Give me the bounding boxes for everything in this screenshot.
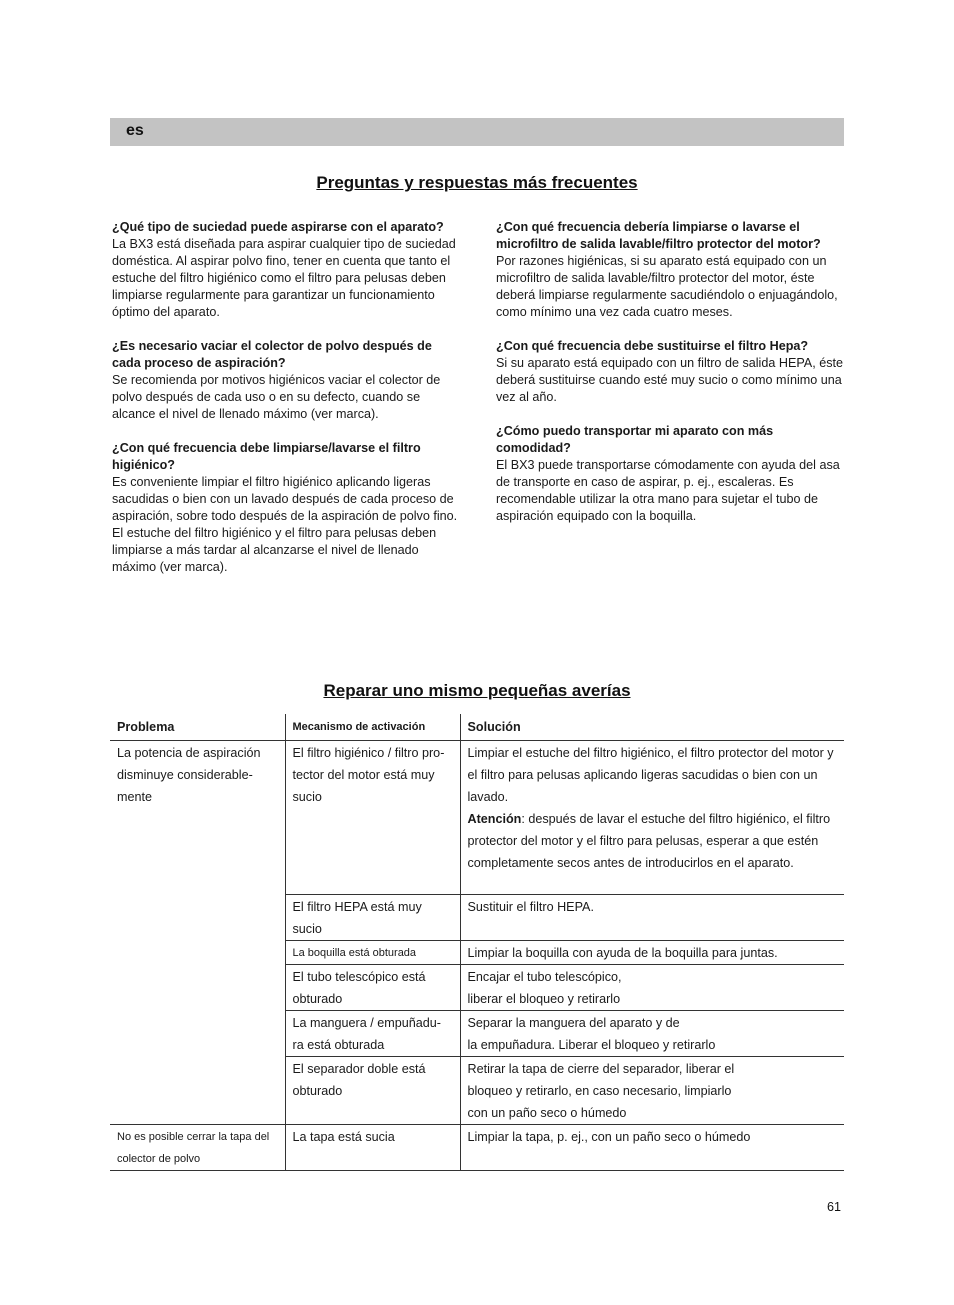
solution-cell: Sustituir el filtro HEPA. (460, 895, 844, 941)
attention-text: : después de lavar el estuche del filtro higiénico, el filtro protector del motor y el filtro para pelusas, esperar a que estén completamente secos antes de introducirlos en el aparato. (467, 812, 831, 870)
table-row (110, 741, 844, 895)
faq-question: ¿Con qué frecuencia debe sustituirse el filtro Hepa? (496, 339, 809, 353)
faq-answer: La BX3 está diseñada para aspirar cualquier tipo de suciedad doméstica. Al aspirar polvo fino, tener en cuenta que tanto el estuche del filtro higiénico como el filtro para pelusas deben limpiarse regularmente para garantizar un funcionamiento óptimo del aparato. (112, 237, 456, 319)
faq-answer: Si su aparato está equipado con un filtro de salida HEPA, éste deberá sustituirse cuando esté muy sucio o como mínimo una vez al año. (496, 356, 844, 404)
repair-title: Reparar uno mismo pequeñas averías (323, 681, 631, 700)
attention-label: Atención (467, 812, 522, 826)
faq-question: ¿Con qué frecuencia debería limpiarse o lavarse el microfiltro de salida lavable/filtro protector del motor? (496, 220, 821, 251)
solution-text: Limpiar el estuche del filtro higiénico, el filtro protector del motor y el filtro para pelusas aplicando ligeras sacudidas o bien con un lavado. (467, 746, 834, 804)
faq-answer: El BX3 puede transportarse cómodamente con ayuda del asa de transporte en caso de aspirar, p. ej., escaleras. Es recomendable utilizar la otra mano para sujetar el tubo de aspiración equipado con la boquilla. (496, 458, 840, 523)
faq-item (112, 219, 462, 321)
page-number: 61 (827, 1200, 842, 1214)
mechanism-cell: La boquilla está obturada (285, 941, 460, 965)
solution-cell: Limpiar la tapa, p. ej., con un paño seco o húmedo (460, 1125, 844, 1171)
faq-item (496, 338, 846, 406)
faq-item (112, 440, 462, 576)
table-header-row (110, 714, 844, 741)
solution-cell: Limpiar la boquilla con ayuda de la boquilla para juntas. (460, 941, 844, 965)
faq-answer: Por razones higiénicas, si su aparato está equipado con un microfiltro de salida lavable/filtro protector del motor, éste deberá limpiarse regularmente sacudiéndolo o enjuagándolo, como mínimo una vez cada cuatro meses. (496, 254, 838, 319)
header-mechanism: Mecanismo de activación (285, 714, 460, 741)
faq-answer: Es conveniente limpiar el filtro higiénico aplicando ligeras sacudidas o bien con un lavado después de cada proceso de aspiración, sobre todo después de la aspiración de polvo fino. El estuche del filtro higiénico y el filtro para pelusas deben limpiarse a más tardar al alcanzarse el nivel de llenado máximo (ver marca). (112, 475, 458, 574)
faq-question: ¿Qué tipo de suciedad puede aspirarse con el aparato? (112, 220, 444, 234)
faq-answer: Se recomienda por motivos higiénicos vaciar el colector de polvo después de cada uso o en su defecto, cuando se alcance el nivel de llenado máximo (ver marca). (112, 373, 441, 421)
faq-question: ¿Cómo puedo transportar mi aparato con más comodidad? (496, 424, 774, 455)
mechanism-cell: El filtro higiénico / filtro pro- tector del motor está muy sucio (285, 741, 460, 895)
repair-table (110, 714, 844, 1171)
language-label: es (126, 122, 144, 139)
mechanism-cell: El separador doble está obturado (285, 1057, 460, 1125)
mechanism-cell: La tapa está sucia (285, 1125, 460, 1171)
problem-cell: La potencia de aspiración disminuye considerable- mente (110, 741, 285, 1125)
faq-item (112, 338, 462, 423)
header-solution: Solución (460, 714, 844, 741)
solution-cell (460, 741, 844, 895)
solution-cell: Retirar la tapa de cierre del separador, liberar el bloqueo y retirarlo, en caso necesario, limpiarlo con un paño seco o húmedo (460, 1057, 844, 1125)
header-problem: Problema (110, 714, 285, 741)
solution-cell: Encajar el tubo telescópico, liberar el bloqueo y retirarlo (460, 965, 844, 1011)
mechanism-cell: La manguera / empuñadu- ra está obturada (285, 1011, 460, 1057)
faq-column-left (112, 219, 462, 593)
language-bar (110, 118, 844, 146)
faq-question: ¿Es necesario vaciar el colector de polvo después de cada proceso de aspiración? (112, 339, 432, 370)
attention-note (468, 808, 838, 874)
solution-cell: Separar la manguera del aparato y de la empuñadura. Liberar el bloqueo y retirarlo (460, 1011, 844, 1057)
faq-item (496, 219, 846, 321)
faq-title: Preguntas y respuestas más frecuentes (316, 173, 638, 192)
problem-cell: No es posible cerrar la tapa del colector de polvo (110, 1125, 285, 1171)
mechanism-cell: El filtro HEPA está muy sucio (285, 895, 460, 941)
table-row (110, 1125, 844, 1171)
faq-column-right (496, 219, 846, 542)
mechanism-cell: El tubo telescópico está obturado (285, 965, 460, 1011)
faq-question: ¿Con qué frecuencia debe limpiarse/lavarse el filtro higiénico? (112, 441, 421, 472)
faq-item (496, 423, 846, 525)
